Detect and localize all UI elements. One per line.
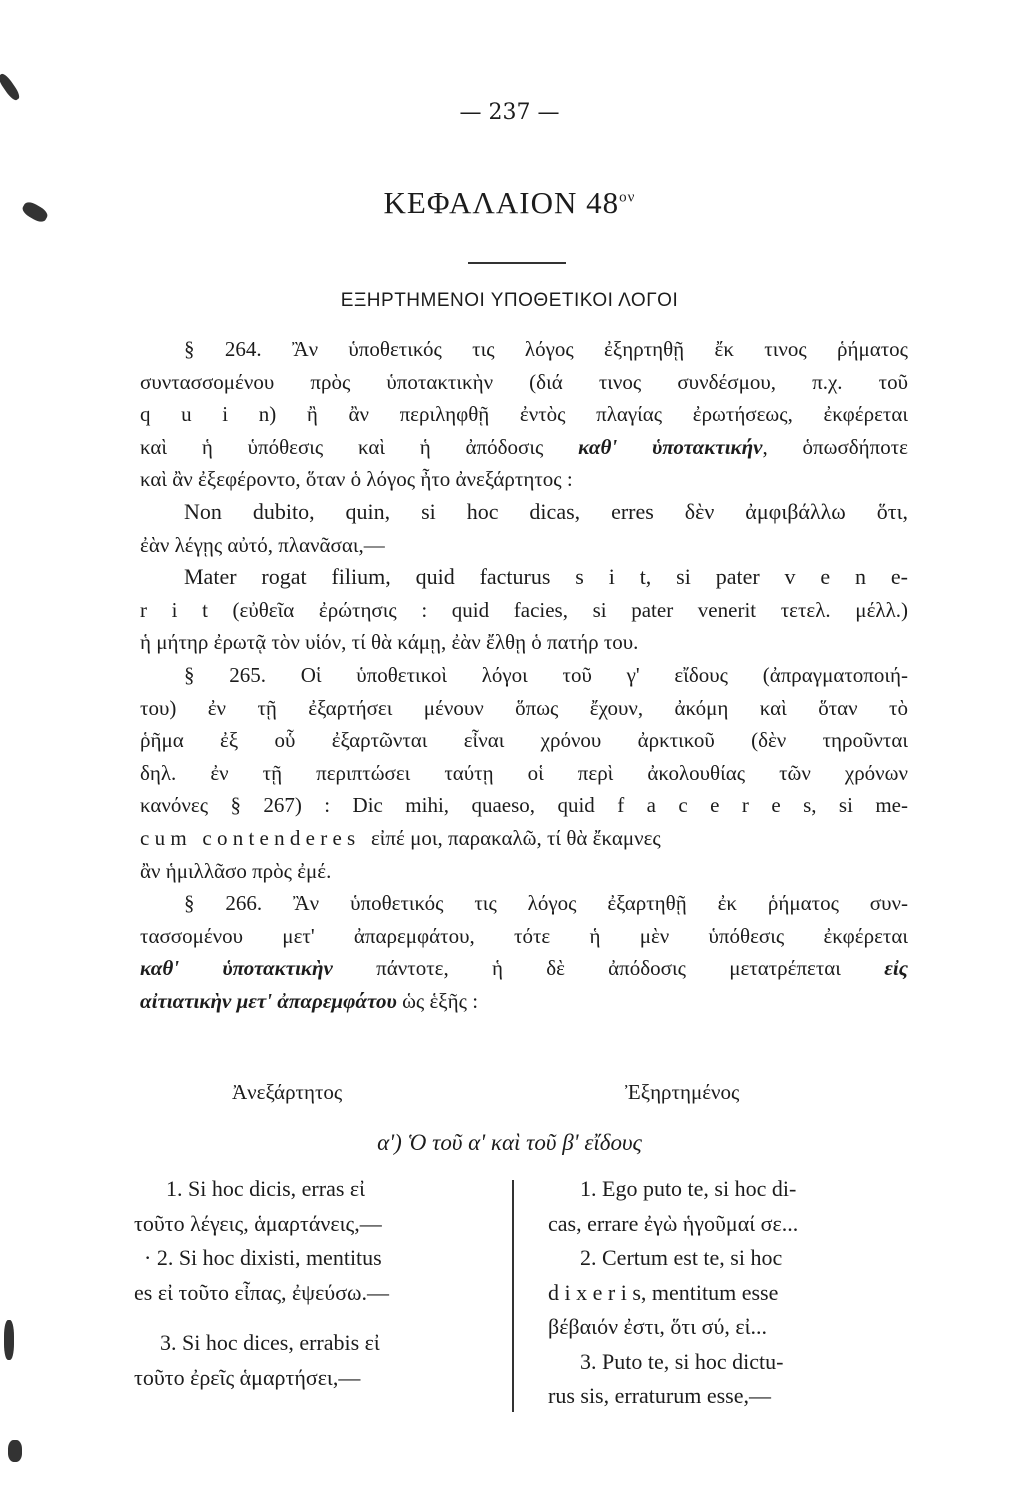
text-line: § 266. Ἂν ὑποθετικός τις λόγος ἐξαρτηθῇ ἐκ ῥήματος συν-	[184, 891, 908, 916]
text-line	[140, 952, 908, 985]
column-heading-left: Ἀνεξάρτητος	[232, 1080, 343, 1104]
text-line: · 2. Si hoc dixisti, mentitus	[144, 1245, 382, 1270]
right-column	[548, 1172, 898, 1414]
section-title: ΕΞΗΡΤΗΜΕΝΟΙ ΥΠΟΘΕΤΙΚΟΙ ΛΟΓΟΙ	[340, 290, 679, 311]
title-divider	[468, 262, 566, 264]
text-line: 3. Puto te, si hoc dictu-	[580, 1348, 784, 1374]
left-column	[134, 1172, 484, 1395]
spacer	[134, 1310, 484, 1326]
text-line: καὶ ἂν ἐξεφέροντο, ὅταν ὁ λόγος ἦτο ἀνεξάρτητος :	[140, 467, 573, 492]
emphasis-text: εἰς	[884, 956, 908, 981]
body-text	[140, 333, 908, 1017]
text-line: 1. Ego puto te, si hoc di-	[580, 1176, 797, 1201]
text-line: ἐὰν λέγῃς αὐτό, πλανᾶσαι,—	[140, 532, 385, 557]
text-line: d i x e r i s, mentitum esse	[548, 1279, 779, 1305]
chapter-title	[0, 185, 1019, 221]
text-run: ὡς ἑξῆς :	[402, 988, 479, 1013]
text-line	[140, 431, 908, 464]
text-line: του) ἐν τῇ ἐξαρτήσει μένουν ὅπως ἔχουν, ἀκόμη καὶ ὅταν τὸ	[140, 695, 908, 720]
text-line: r i t (εὐθεῖα ἐρώτησις : quid facies, si pater venerit τετελ. μέλλ.)	[140, 597, 908, 622]
emphasis-text: καθ' ὑποτακτικήν	[578, 434, 763, 459]
column-heading-right: Ἐξηρτημένος	[625, 1080, 740, 1104]
text-line: τοῦτο λέγεις, ἁμαρτάνεις,—	[134, 1210, 382, 1236]
text-line: βέβαιόν ἐστι, ὅτι σύ, εἰ...	[548, 1314, 768, 1339]
chapter-title-text: ΚΕΦΑΛΑΙΟΝ 48	[383, 185, 620, 220]
text-line: ῥῆμα ἐξ οὗ ἐξαρτῶνται εἶναι χρόνου ἀρκτικοῦ (δὲν τηροῦνται	[140, 728, 908, 753]
emphasis-text: καθ' ὑποτακτικὴν	[140, 956, 333, 981]
column-divider	[512, 1180, 514, 1412]
text-line: ἡ μήτηρ ἐρωτᾷ τὸν υἱόν, τί θὰ κάμῃ, ἐὰν ἔλθῃ ὁ πατήρ του.	[140, 630, 639, 655]
text-line: cas, errare ἐγὼ ἡγοῦμαί σε...	[548, 1210, 799, 1236]
text-line: κανόνες § 267) : Dic mihi, quaeso, quid f a c e r e s, si me-	[140, 793, 908, 818]
text-line: τασσομένου μετ' ἀπαρεμφάτου, τότε ἡ μὲν ὑπόθεσις ἐκφέρεται	[140, 923, 908, 948]
text-line: Non dubito, quin, si hoc dicas, erres δὲν ἀμφιβάλλω ὅτι,	[184, 498, 908, 524]
text-run: πάντοτε, ἡ δὲ ἀπόδοσις μετατρέπεται	[376, 956, 841, 981]
text-line: es εἰ τοῦτο εἶπας, ἐψεύσω.—	[134, 1279, 390, 1305]
text-line: q u i n) ἢ ἂν περιληφθῇ ἐντὸς πλαγίας ἐρωτήσεως, ἐκφέρεται	[140, 402, 908, 427]
text-line: ἂν ἡμιλλᾶσο πρὸς ἐμέ.	[140, 858, 332, 883]
subheading: α') Ὁ τοῦ α' καὶ τοῦ β' εἴδους	[377, 1130, 642, 1155]
text-line: rus sis, erraturum esse,—	[548, 1383, 772, 1408]
page-number: — 237 —	[459, 100, 560, 125]
text-line: συντασσομένου πρὸς ὑποτακτικὴν (διά τινος συνδέσμου, π.χ. τοῦ	[140, 369, 908, 394]
text-line: 2. Certum est te, si hoc	[580, 1245, 783, 1270]
scan-mark	[0, 72, 22, 102]
text-line: δηλ. ἐν τῇ περιπτώσει ταύτῃ οἱ περὶ ἀκολουθίας τῶν χρόνων	[140, 760, 908, 785]
text-line: τοῦτο ἐρεῖς ἁμαρτήσει,—	[134, 1364, 361, 1390]
scan-mark	[8, 1440, 22, 1462]
emphasis-text: αἰτιατικὴν μετ' ἀπαρεμφάτου	[140, 988, 397, 1013]
scan-mark	[4, 1320, 14, 1360]
text-line: Mater rogat filium, quid facturus s i t, si pater v e n e-	[184, 564, 908, 590]
text-line: 3. Si hoc dices, errabis εἰ	[160, 1330, 380, 1355]
text-line	[140, 985, 908, 1018]
text-line: § 264. Ἂν ὑποθετικός τις λόγος ἐξηρτηθῇ ἔκ τινος ῥήματος	[184, 337, 908, 361]
text-run: καὶ ἡ ὑπόθεσις καὶ ἡ ἀπόδοσις	[140, 434, 544, 459]
chapter-title-suffix: ον	[619, 189, 636, 206]
text-line: 1. Si hoc dicis, erras εἰ	[166, 1176, 366, 1201]
text-line: c u m c o n t e n d e r e s εἰπέ μοι, παρακαλῶ, τί θὰ ἔκαμνες	[140, 825, 661, 850]
text-line: § 265. Οἱ ὑποθετικοὶ λόγοι τοῦ γ' εἴδους (ἀπραγματοποιή-	[184, 662, 908, 687]
text-run: , ὁπωσδήποτε	[762, 434, 908, 459]
